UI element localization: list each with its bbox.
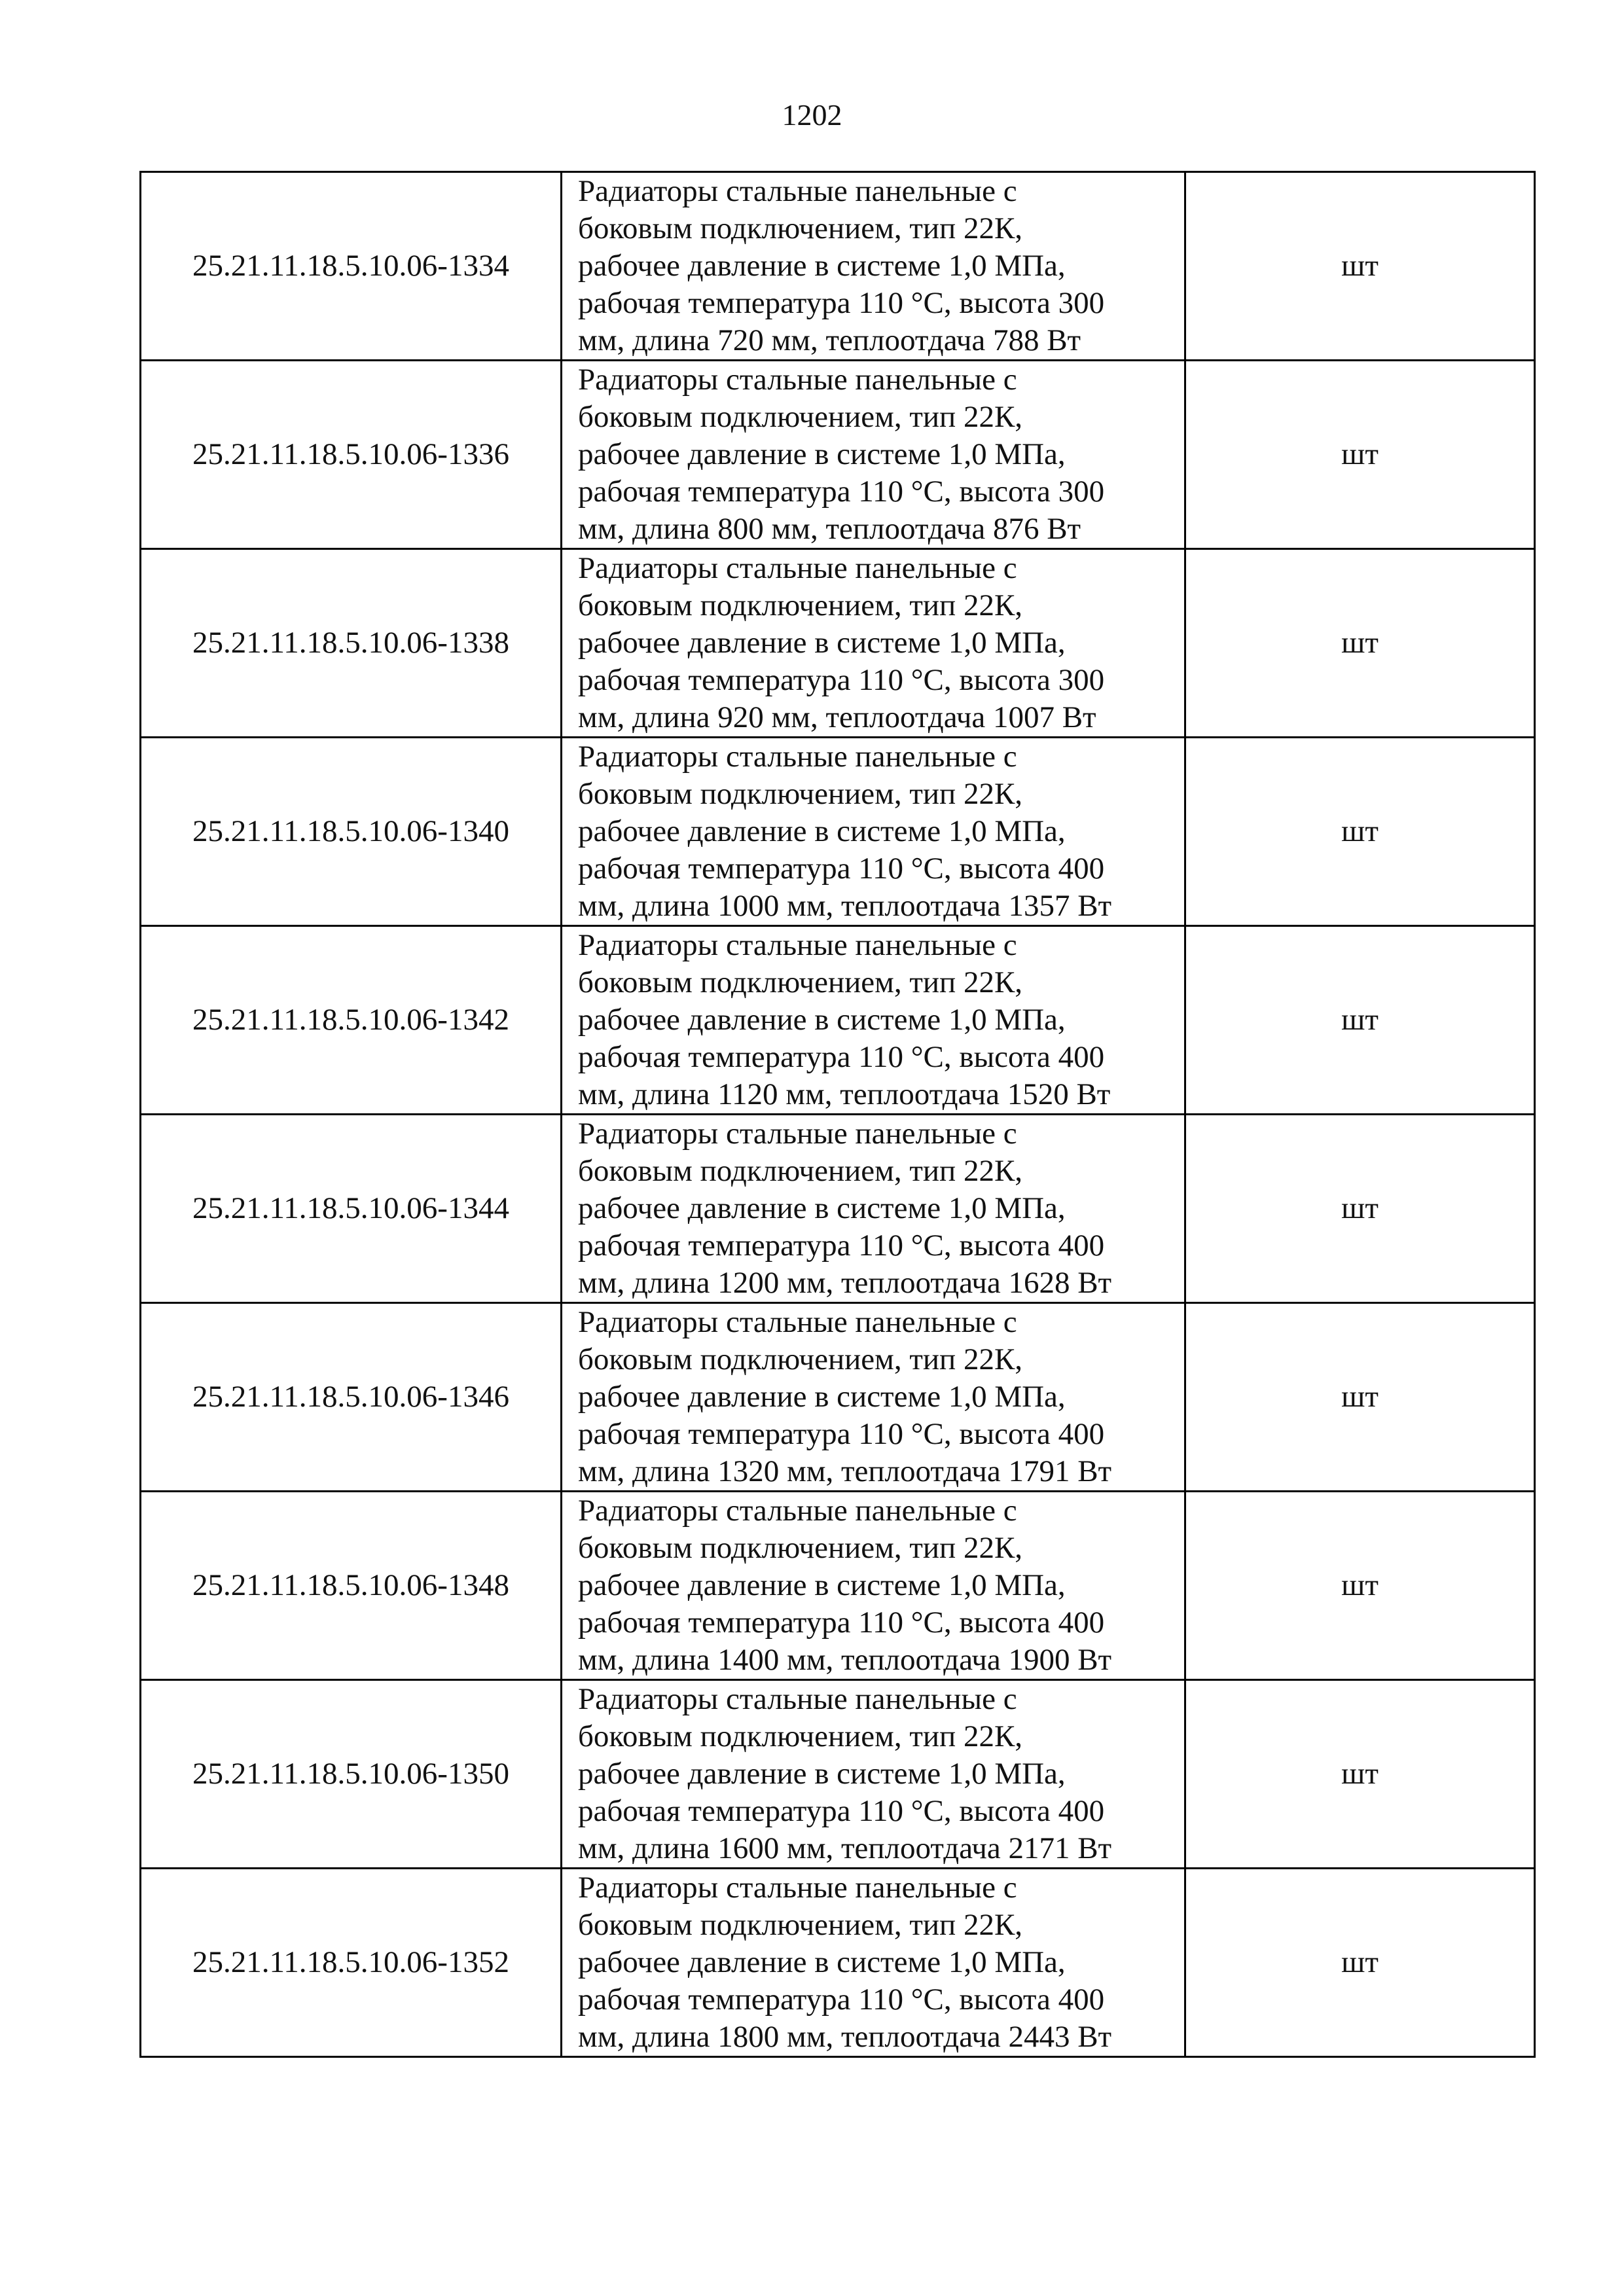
resource-description bbox=[562, 172, 1185, 361]
description-line: Радиаторы стальные панельные с bbox=[578, 1305, 1017, 1339]
description-line: рабочее давление в системе 1,0 МПа, bbox=[578, 1380, 1066, 1414]
unit-of-measure: шт bbox=[1185, 1115, 1535, 1303]
description-line: рабочая температура 110 °С, высота 400 bbox=[578, 1040, 1105, 1074]
description-line: Радиаторы стальные панельные с bbox=[578, 1117, 1017, 1151]
resource-code: 25.21.11.18.5.10.06-1348 bbox=[141, 1492, 562, 1680]
description-line: рабочее давление в системе 1,0 МПа, bbox=[578, 437, 1066, 471]
resource-code: 25.21.11.18.5.10.06-1344 bbox=[141, 1115, 562, 1303]
resource-description bbox=[562, 926, 1185, 1115]
resource-code: 25.21.11.18.5.10.06-1352 bbox=[141, 1869, 562, 2057]
unit-of-measure: шт bbox=[1185, 1869, 1535, 2057]
description-line: мм, длина 920 мм, теплоотдача 1007 Вт bbox=[578, 700, 1096, 734]
unit-of-measure: шт bbox=[1185, 1680, 1535, 1869]
table-body bbox=[141, 172, 1535, 2057]
description-line: боковым подключением, тип 22К, bbox=[578, 1531, 1023, 1565]
resource-description bbox=[562, 549, 1185, 738]
table-row bbox=[141, 1680, 1535, 1869]
table-row bbox=[141, 1492, 1535, 1680]
description-line: рабочее давление в системе 1,0 МПа, bbox=[578, 249, 1066, 283]
resource-description bbox=[562, 1303, 1185, 1492]
description-line: мм, длина 1200 мм, теплоотдача 1628 Вт bbox=[578, 1266, 1112, 1300]
description-line: рабочая температура 110 °С, высота 400 bbox=[578, 852, 1105, 886]
description-line: рабочее давление в системе 1,0 МПа, bbox=[578, 1003, 1066, 1037]
description-line: мм, длина 1320 мм, теплоотдача 1791 Вт bbox=[578, 1454, 1112, 1488]
table-row bbox=[141, 1115, 1535, 1303]
description-line: мм, длина 1800 мм, теплоотдача 2443 Вт bbox=[578, 2020, 1112, 2054]
table-row bbox=[141, 172, 1535, 361]
resource-description bbox=[562, 1680, 1185, 1869]
description-line: рабочее давление в системе 1,0 МПа, bbox=[578, 1191, 1066, 1225]
resource-description bbox=[562, 361, 1185, 549]
table-row bbox=[141, 738, 1535, 926]
description-line: боковым подключением, тип 22К, bbox=[578, 1154, 1023, 1188]
table-row bbox=[141, 1303, 1535, 1492]
resource-table bbox=[139, 171, 1536, 2058]
description-line: рабочая температура 110 °С, высота 300 bbox=[578, 663, 1105, 697]
description-line: боковым подключением, тип 22К, bbox=[578, 588, 1023, 622]
description-line: мм, длина 1000 мм, теплоотдача 1357 Вт bbox=[578, 889, 1112, 923]
table-row bbox=[141, 926, 1535, 1115]
description-line: рабочее давление в системе 1,0 МПа, bbox=[578, 626, 1066, 660]
resource-code: 25.21.11.18.5.10.06-1342 bbox=[141, 926, 562, 1115]
description-line: мм, длина 800 мм, теплоотдача 876 Вт bbox=[578, 512, 1081, 546]
description-line: Радиаторы стальные панельные с bbox=[578, 928, 1017, 962]
description-line: рабочее давление в системе 1,0 МПа, bbox=[578, 1945, 1066, 1979]
unit-of-measure: шт bbox=[1185, 361, 1535, 549]
unit-of-measure: шт bbox=[1185, 1303, 1535, 1492]
description-line: Радиаторы стальные панельные с bbox=[578, 1682, 1017, 1716]
description-line: боковым подключением, тип 22К, bbox=[578, 1908, 1023, 1942]
description-line: Радиаторы стальные панельные с bbox=[578, 174, 1017, 208]
description-line: рабочее давление в системе 1,0 МПа, bbox=[578, 1757, 1066, 1791]
description-line: мм, длина 1400 мм, теплоотдача 1900 Вт bbox=[578, 1643, 1112, 1677]
resource-description bbox=[562, 1115, 1185, 1303]
unit-of-measure: шт bbox=[1185, 172, 1535, 361]
description-line: Радиаторы стальные панельные с bbox=[578, 1871, 1017, 1905]
description-line: боковым подключением, тип 22К, bbox=[578, 211, 1023, 245]
description-line: Радиаторы стальные панельные с bbox=[578, 740, 1017, 774]
description-line: рабочая температура 110 °С, высота 400 bbox=[578, 1982, 1105, 2017]
description-line: рабочая температура 110 °С, высота 400 bbox=[578, 1417, 1105, 1451]
description-line: боковым подключением, тип 22К, bbox=[578, 1342, 1023, 1376]
description-line: боковым подключением, тип 22К, bbox=[578, 965, 1023, 999]
description-line: рабочая температура 110 °С, высота 300 bbox=[578, 475, 1105, 509]
page-number: 1202 bbox=[782, 98, 842, 132]
resource-code: 25.21.11.18.5.10.06-1346 bbox=[141, 1303, 562, 1492]
description-line: рабочая температура 110 °С, высота 300 bbox=[578, 286, 1105, 320]
unit-of-measure: шт bbox=[1185, 549, 1535, 738]
table-row bbox=[141, 549, 1535, 738]
table-row bbox=[141, 1869, 1535, 2057]
resource-code: 25.21.11.18.5.10.06-1336 bbox=[141, 361, 562, 549]
resource-code: 25.21.11.18.5.10.06-1338 bbox=[141, 549, 562, 738]
unit-of-measure: шт bbox=[1185, 926, 1535, 1115]
resource-description bbox=[562, 738, 1185, 926]
description-line: рабочее давление в системе 1,0 МПа, bbox=[578, 814, 1066, 848]
description-line: рабочая температура 110 °С, высота 400 bbox=[578, 1605, 1105, 1640]
description-line: мм, длина 720 мм, теплоотдача 788 Вт bbox=[578, 323, 1081, 357]
description-line: Радиаторы стальные панельные с bbox=[578, 363, 1017, 397]
table-row bbox=[141, 361, 1535, 549]
description-line: боковым подключением, тип 22К, bbox=[578, 400, 1023, 434]
description-line: Радиаторы стальные панельные с bbox=[578, 1494, 1017, 1528]
resource-code: 25.21.11.18.5.10.06-1340 bbox=[141, 738, 562, 926]
description-line: рабочая температура 110 °С, высота 400 bbox=[578, 1794, 1105, 1828]
description-line: мм, длина 1600 мм, теплоотдача 2171 Вт bbox=[578, 1831, 1112, 1865]
description-line: боковым подключением, тип 22К, bbox=[578, 1719, 1023, 1753]
description-line: боковым подключением, тип 22К, bbox=[578, 777, 1023, 811]
description-line: рабочее давление в системе 1,0 МПа, bbox=[578, 1568, 1066, 1602]
resource-code: 25.21.11.18.5.10.06-1350 bbox=[141, 1680, 562, 1869]
unit-of-measure: шт bbox=[1185, 1492, 1535, 1680]
resource-code: 25.21.11.18.5.10.06-1334 bbox=[141, 172, 562, 361]
description-line: Радиаторы стальные панельные с bbox=[578, 551, 1017, 585]
unit-of-measure: шт bbox=[1185, 738, 1535, 926]
resource-description bbox=[562, 1869, 1185, 2057]
description-line: рабочая температура 110 °С, высота 400 bbox=[578, 1229, 1105, 1263]
description-line: мм, длина 1120 мм, теплоотдача 1520 Вт bbox=[578, 1077, 1111, 1111]
resource-description bbox=[562, 1492, 1185, 1680]
